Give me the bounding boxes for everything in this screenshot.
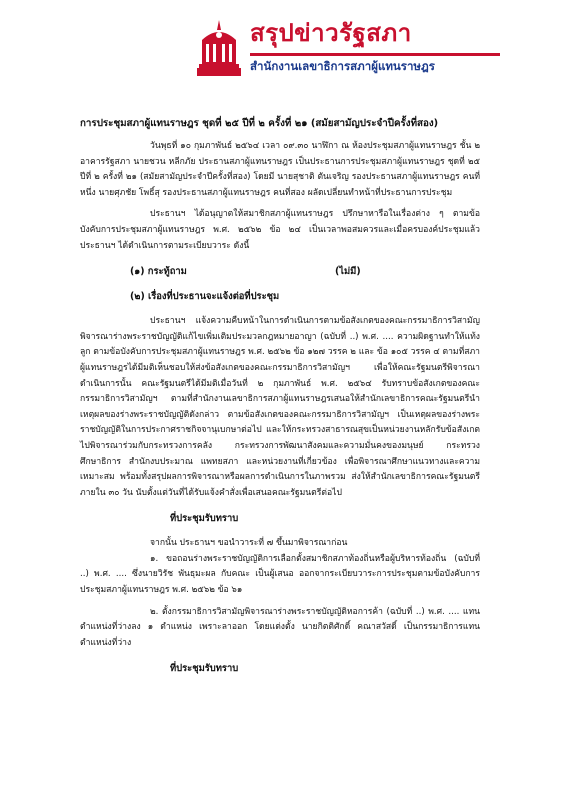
document-body: [80, 117, 480, 676]
intro-paragraph: วันพุธที่ ๑๐ กุมภาพันธ์ ๒๕๖๔ เวลา ๐๙.๓๐ นาฬิกา ณ ห้องประชุมสภาผู้แทนราษฎร ชั้น ๒ อาคารรัฐสภา นายชวน หลีกภัย ประธานสภาผู้แทนราษฎร เป็นประธานการประชุมสภาผู้แทนราษฎร ชุดที่ ๒๕ ปีที่ ๒ ครั้งที่ ๒๑ (สมัยสามัญประจำปีครั้งที่สอง) โดยมี นายสุชาติ ตันเจริญ รองประธานสภาผู้แทนราษฎร คนที่หนึ่ง นายศุภชัย โพธิ์สุ รองประธานสภาผู้แทนราษฎร คนที่สอง ผลัดเปลี่ยนทำหน้าที่ประธานการประชุม: [80, 141, 480, 198]
permission-paragraph: ประธานฯ ได้อนุญาตให้สมาชิกสภาผู้แทนราษฎร ปรึกษาหารือในเรื่องต่าง ๆ ตามข้อบังคับการประชุมสภาผู้แทนราษฎร พ.ศ. ๒๕๖๒ ข้อ ๒๔ เป็นเวลาพอสมควรและเมื่อครบองค์ประชุมแล้ว ประธานฯ ได้ดำเนินการตามระเบียบวาระ ดังนี้: [80, 209, 480, 251]
item2-body-paragraph: ประธานฯ แจ้งความคืบหน้าในการดำเนินการตามข้อสังเกตของคณะกรรมาธิการวิสามัญพิจารณาร่างพระราชบัญญัติแก้ไขเพิ่มเติมประมวลกฎหมายอาญา (ฉบับที่ ..) พ.ศ. .... ความผิดฐานทำให้แท้งลูก ตามข้อบังคับการประชุมสภาผู้แทนราษฎร พ.ศ. ๒๕๖๒ ข้อ ๑๒๗ วรรค ๒ และ ข้อ ๑๐๕ วรรค ๔ ตามที่สภาผู้แทนราษฎรได้มีมติเห็นชอบให้ส่งข้อสังเกตของคณะกรรมาธิการวิสามัญฯ เพื่อให้คณะรัฐมนตรีพิจารณาดำเนินการนั้น คณะรัฐมนตรีได้มีมติเมื่อวันที่ ๒ กุมภาพันธ์ พ.ศ. ๒๕๖๔ รับทราบข้อสังเกตของคณะกรรมาธิการวิสามัญฯ ตามที่สำนักงานเลขาธิการสภาผู้แทนราษฎรเสนอให้สำนักเลขาธิการคณะรัฐมนตรีนำเหตุผลของร่างพระราชบัญญัติดังกล่าว ตามข้อสังเกตของคณะกรรมาธิการวิสามัญฯ เป็นเหตุผลของร่างพระราชบัญญัติในการประกาศราชกิจจานุเบกษาต่อไป และให้กระทรวงสาธารณสุขเป็นหน่วยงานหลักรับข้อสังเกตไปพิจารณาร่วมกับกระทรวงการคลัง กระทรวงการพัฒนาสังคมและความมั่นคงของมนุษย์ กระทรวงศึกษาธิการ สำนักงบประมาณ แพทยสภา และหน่วยงานที่เกี่ยวข้อง เพื่อพิจารณาศึกษาแนวทางและความเหมาะสม พร้อมทั้งสรุปผลการพิจารณาหรือผลการดำเนินการในภาพรวม ส่งให้สำนักเลขาธิการคณะรัฐมนตรีภายใน ๓๐ วัน นับตั้งแต่วันที่ได้รับแจ้งคำสั่งเพื่อเสนอคณะรัฐมนตรีต่อไป: [80, 316, 480, 498]
agenda-item-1: ๑. ขอถอนร่างพระราชบัญญัติการเลือกตั้งสมาชิกสภาท้องถิ่นหรือผู้บริหารท้องถิ่น (ฉบับที่ ..) พ.ศ. .... ซึ่งนายวิรัช พันธุมะผล กับคณะ เป็นผู้เสนอ ออกจากระเบียบวาระการประชุมตามข้อบังคับการประชุมสภาผู้แทนราษฎร พ.ศ. ๒๕๖๒ ข้อ ๖๑: [80, 553, 480, 596]
acknowledgement-2: ที่ประชุมรับทราบ: [170, 663, 239, 675]
agenda-item-questions: [80, 264, 480, 279]
brand-title: สรุปข่าวรัฐสภา: [250, 19, 412, 47]
report-header: [196, 14, 546, 90]
agenda-intro-paragraph: จากนั้น ประธานฯ ขอนำวาระที่ ๗ ขึ้นมาพิจารณาก่อน: [150, 538, 348, 549]
item1-label: (๑) กระทู้ถาม: [130, 266, 187, 278]
brand-subtitle: สำนักงานเลขาธิการสภาผู้แทนราษฎร: [250, 59, 435, 73]
agenda-item-2: ๒. ตั้งกรรมาธิการวิสามัญพิจารณาร่างพระราชบัญญัติหอการค้า (ฉบับที่ ..) พ.ศ. .... แทนตำแหน่งที่ว่างลง ๑ ตำแหน่ง เพราะลาออก โดยแต่งตั้ง นายกิตติศักดิ์ คณาสวัสดิ์ เป็นกรรมาธิการแทนตำแหน่งที่ว่าง: [80, 606, 480, 648]
item2-heading: (๒) เรื่องที่ประธานจะแจ้งต่อที่ประชุม: [130, 291, 280, 303]
item1-value: (ไม่มี): [335, 266, 361, 278]
brand-divider: [250, 53, 500, 56]
acknowledgement-1: ที่ประชุมรับทราบ: [170, 513, 239, 525]
meeting-title: การประชุมสภาผู้แทนราษฎร ชุดที่ ๒๕ ปีที่ ๒ ครั้งที่ ๒๑ (สมัยสามัญประจำปีครั้งที่สอง): [80, 118, 439, 129]
parliament-emblem-icon: [196, 18, 242, 78]
